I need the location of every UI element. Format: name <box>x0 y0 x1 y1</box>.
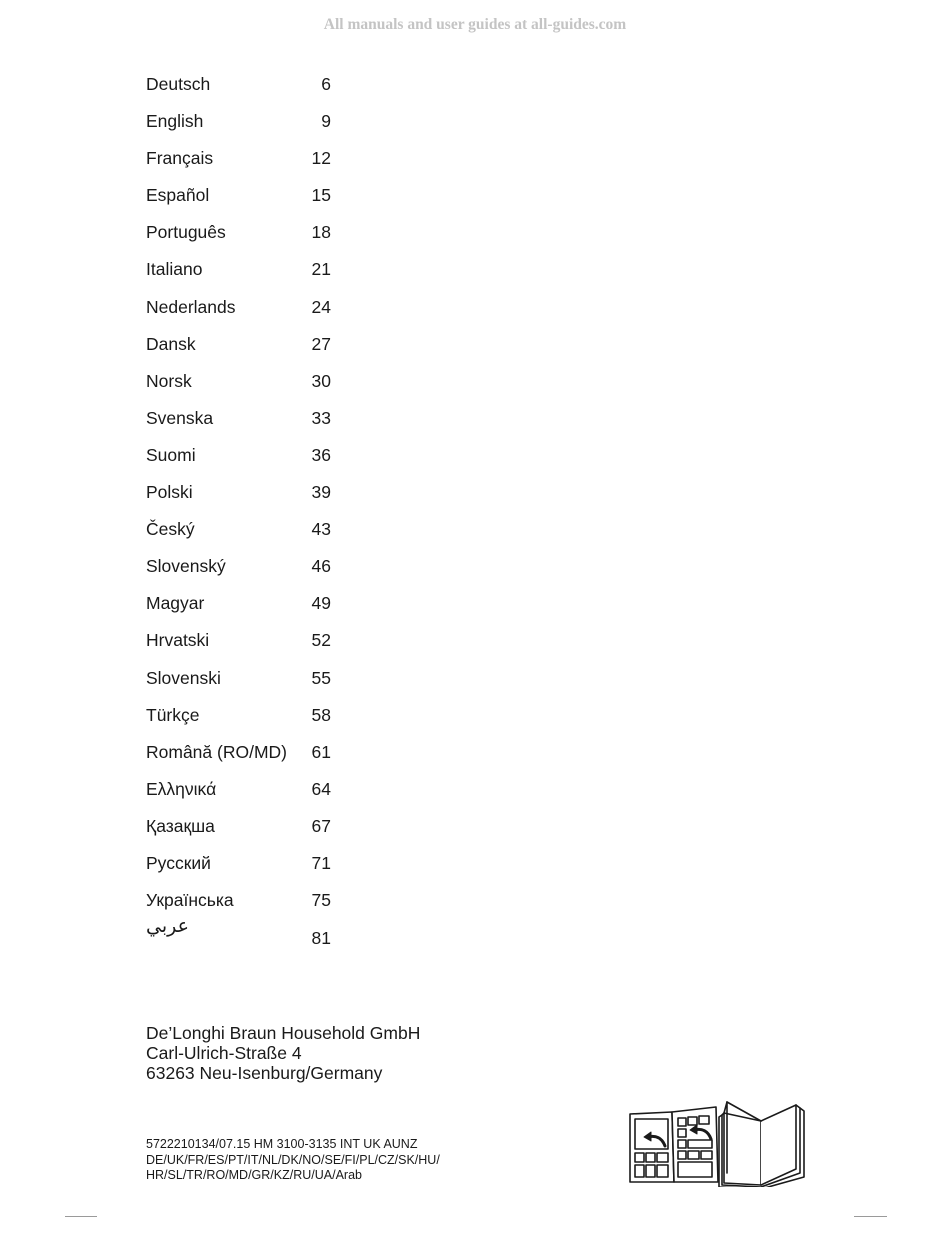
toc-page-number: 39 <box>311 482 331 503</box>
toc-page-number: 43 <box>311 519 331 540</box>
toc-language: Norsk <box>146 370 192 391</box>
toc-language: Italiano <box>146 259 203 280</box>
toc-row-norsk[interactable] <box>146 368 346 405</box>
toc-language: Slovenski <box>146 667 221 688</box>
toc-page-number: 81 <box>311 928 331 949</box>
company-name: De’Longhi Braun Household GmbH <box>146 1023 421 1043</box>
toc-language: Français <box>146 148 214 169</box>
toc-row-polski[interactable] <box>146 479 346 516</box>
fold-out-manual-icon <box>628 1099 806 1187</box>
toc-language: Español <box>146 185 210 206</box>
toc-page-number: 52 <box>311 630 331 651</box>
toc-page-number: 67 <box>311 815 331 836</box>
toc-page-number: 21 <box>311 259 331 280</box>
toc-row-deutsch[interactable] <box>146 71 346 108</box>
city-address: 63263 Neu-Isenburg/Germany <box>146 1063 383 1083</box>
toc-row-slovensky[interactable] <box>146 553 346 590</box>
street-address: Carl-Ulrich-Straße 4 <box>146 1043 302 1063</box>
toc-page-number: 24 <box>311 296 331 317</box>
watermark: All manuals and user guides at all-guides.com <box>323 16 627 33</box>
toc-row-italiano[interactable] <box>146 256 346 293</box>
toc-language: English <box>146 111 204 132</box>
toc-page-number: 55 <box>311 667 331 688</box>
crop-mark-left <box>65 1216 97 1217</box>
toc-language: Қазақша <box>146 815 215 836</box>
toc-language: Slovenský <box>146 556 226 577</box>
toc-row-magyar[interactable] <box>146 590 346 627</box>
toc-page-number: 30 <box>311 370 331 391</box>
toc-language: Русский <box>146 852 211 873</box>
toc-language: Svenska <box>146 407 214 428</box>
toc-language: Dansk <box>146 333 196 354</box>
country-codes-line: HR/SL/TR/RO/MD/GR/KZ/RU/UA/Arab <box>146 1168 362 1182</box>
toc-language: Türkçe <box>146 704 200 725</box>
crop-mark-right <box>854 1216 887 1217</box>
toc-page-number: 64 <box>311 778 331 799</box>
toc-language: عربي <box>146 916 189 938</box>
toc-page-number: 18 <box>311 222 331 243</box>
company-address <box>146 1023 420 1083</box>
toc-row-slovenski[interactable] <box>146 665 346 702</box>
toc-row-cesky[interactable] <box>146 516 346 553</box>
toc-page-number: 46 <box>311 556 331 577</box>
toc-row-arabic[interactable] <box>146 916 346 961</box>
toc-row-russkiy[interactable] <box>146 850 346 887</box>
toc-page-number: 33 <box>311 407 331 428</box>
toc-language: Český <box>146 519 195 540</box>
product-codes <box>146 1137 440 1184</box>
toc-language: Română (RO/MD) <box>146 741 287 762</box>
toc-row-english[interactable] <box>146 108 346 145</box>
toc-page-number: 75 <box>311 890 331 911</box>
toc-page-number: 36 <box>311 444 331 465</box>
toc-row-romana[interactable] <box>146 739 346 776</box>
toc-page-number: 58 <box>311 704 331 725</box>
toc-language: Português <box>146 222 226 243</box>
toc-row-francais[interactable] <box>146 145 346 182</box>
toc-row-ellinika[interactable] <box>146 776 346 813</box>
toc-page-number: 61 <box>311 741 331 762</box>
product-code-line: 5722210134/07.15 HM 3100-3135 INT UK AUNZ <box>146 1137 418 1151</box>
toc-row-portugues[interactable] <box>146 219 346 256</box>
toc-page-number: 15 <box>311 185 331 206</box>
toc-page-number: 49 <box>311 593 331 614</box>
toc-page-number: 71 <box>311 852 331 873</box>
toc-language: Hrvatski <box>146 630 210 651</box>
toc-row-dansk[interactable] <box>146 331 346 368</box>
toc-row-espanol[interactable] <box>146 182 346 219</box>
toc-language: Nederlands <box>146 296 236 317</box>
toc-page-number: 27 <box>311 333 331 354</box>
toc-row-nederlands[interactable] <box>146 294 346 331</box>
toc-row-turkce[interactable] <box>146 702 346 739</box>
toc-row-hrvatski[interactable] <box>146 627 346 664</box>
toc-language: Deutsch <box>146 74 211 94</box>
toc-language: Suomi <box>146 444 196 465</box>
toc-row-kazakhsha[interactable] <box>146 813 346 850</box>
toc-row-svenska[interactable] <box>146 405 346 442</box>
toc-language: Українська <box>146 890 234 911</box>
toc-page-number: 6 <box>321 74 331 94</box>
toc-language: Polski <box>146 482 193 503</box>
toc-language: Magyar <box>146 593 205 614</box>
toc-row-suomi[interactable] <box>146 442 346 479</box>
toc-page-number: 9 <box>321 111 331 132</box>
toc-page-number: 12 <box>311 148 331 169</box>
country-codes-line: DE/UK/FR/ES/PT/IT/NL/DK/NO/SE/FI/PL/CZ/SK/HU/ <box>146 1152 440 1167</box>
table-of-contents <box>146 71 346 961</box>
toc-language: Ελληνικά <box>146 778 217 799</box>
